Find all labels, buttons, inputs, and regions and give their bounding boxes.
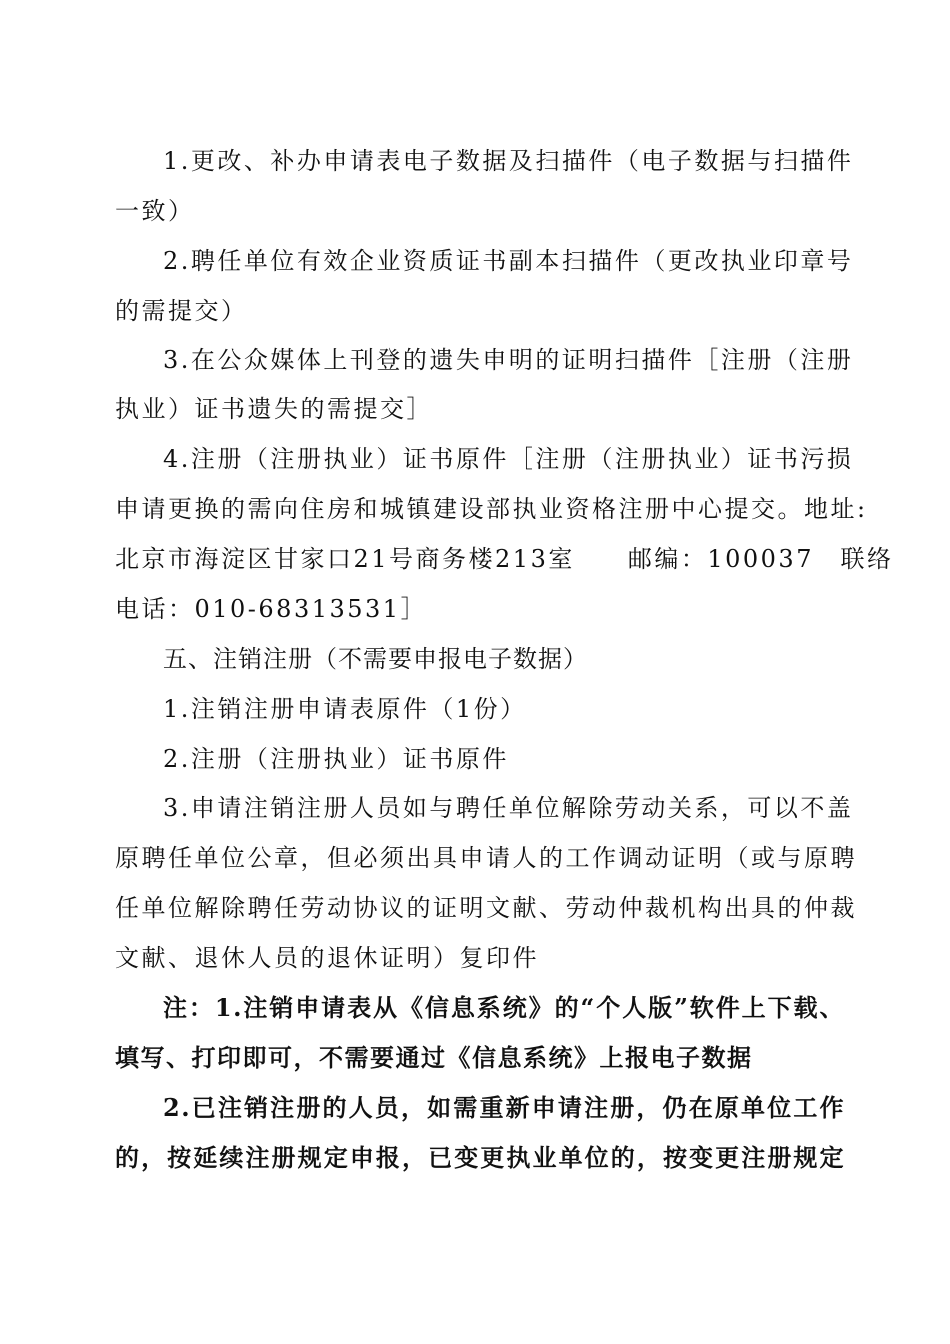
paragraph-line: 任单位解除聘任劳动协议的证明文献、劳动仲裁机构出具的仲裁: [115, 894, 857, 922]
paragraph-line: 2.注册（注册执业）证书原件: [163, 745, 509, 773]
paragraph-line: 3.申请注销注册人员如与聘任单位解除劳动关系，可以不盖: [163, 794, 854, 822]
paragraph-line: 执业）证书遗失的需提交］: [115, 395, 433, 423]
paragraph-line: 3.在公众媒体上刊登的遗失申明的证明扫描件［注册（注册: [163, 346, 854, 374]
paragraph-line: 1.注销注册申请表原件（1份）: [163, 695, 527, 723]
section-heading: 五、注销注册（不需要申报电子数据）: [163, 645, 588, 673]
paragraph-line: 2.聘任单位有效企业资质证书副本扫描件（更改执业印章号: [163, 247, 854, 275]
paragraph-line: 北京市海淀区甘家口21号商务楼213室 邮编：100037 联络: [115, 545, 894, 573]
paragraph-line: 电话：010-68313531］: [115, 595, 428, 623]
paragraph-line: 原聘任单位公章，但必须出具申请人的工作调动证明（或与原聘: [115, 844, 857, 872]
paragraph-line: 申请更换的需向住房和城镇建设部执业资格注册中心提交。地址:: [115, 495, 868, 523]
note-line: 注：1.注销申请表从《信息系统》的“个人版”软件上下载、: [163, 993, 845, 1022]
paragraph-line: 4.注册（注册执业）证书原件［注册（注册执业）证书污损: [163, 445, 854, 473]
paragraph-line: 1.更改、补办申请表电子数据及扫描件（电子数据与扫描件: [163, 147, 854, 175]
note-line: 填写、打印即可，不需要通过《信息系统》上报电子数据: [115, 1043, 753, 1072]
paragraph-line: 一致）: [115, 197, 195, 225]
paragraph-line: 文献、退休人员的退休证明）复印件: [115, 944, 539, 972]
note-line: 2.已注销注册的人员，如需重新申请注册，仍在原单位工作: [163, 1093, 845, 1122]
paragraph-line: 的需提交）: [115, 297, 248, 325]
note-line: 的，按延续注册规定申报，已变更执业单位的，按变更注册规定: [115, 1143, 845, 1172]
